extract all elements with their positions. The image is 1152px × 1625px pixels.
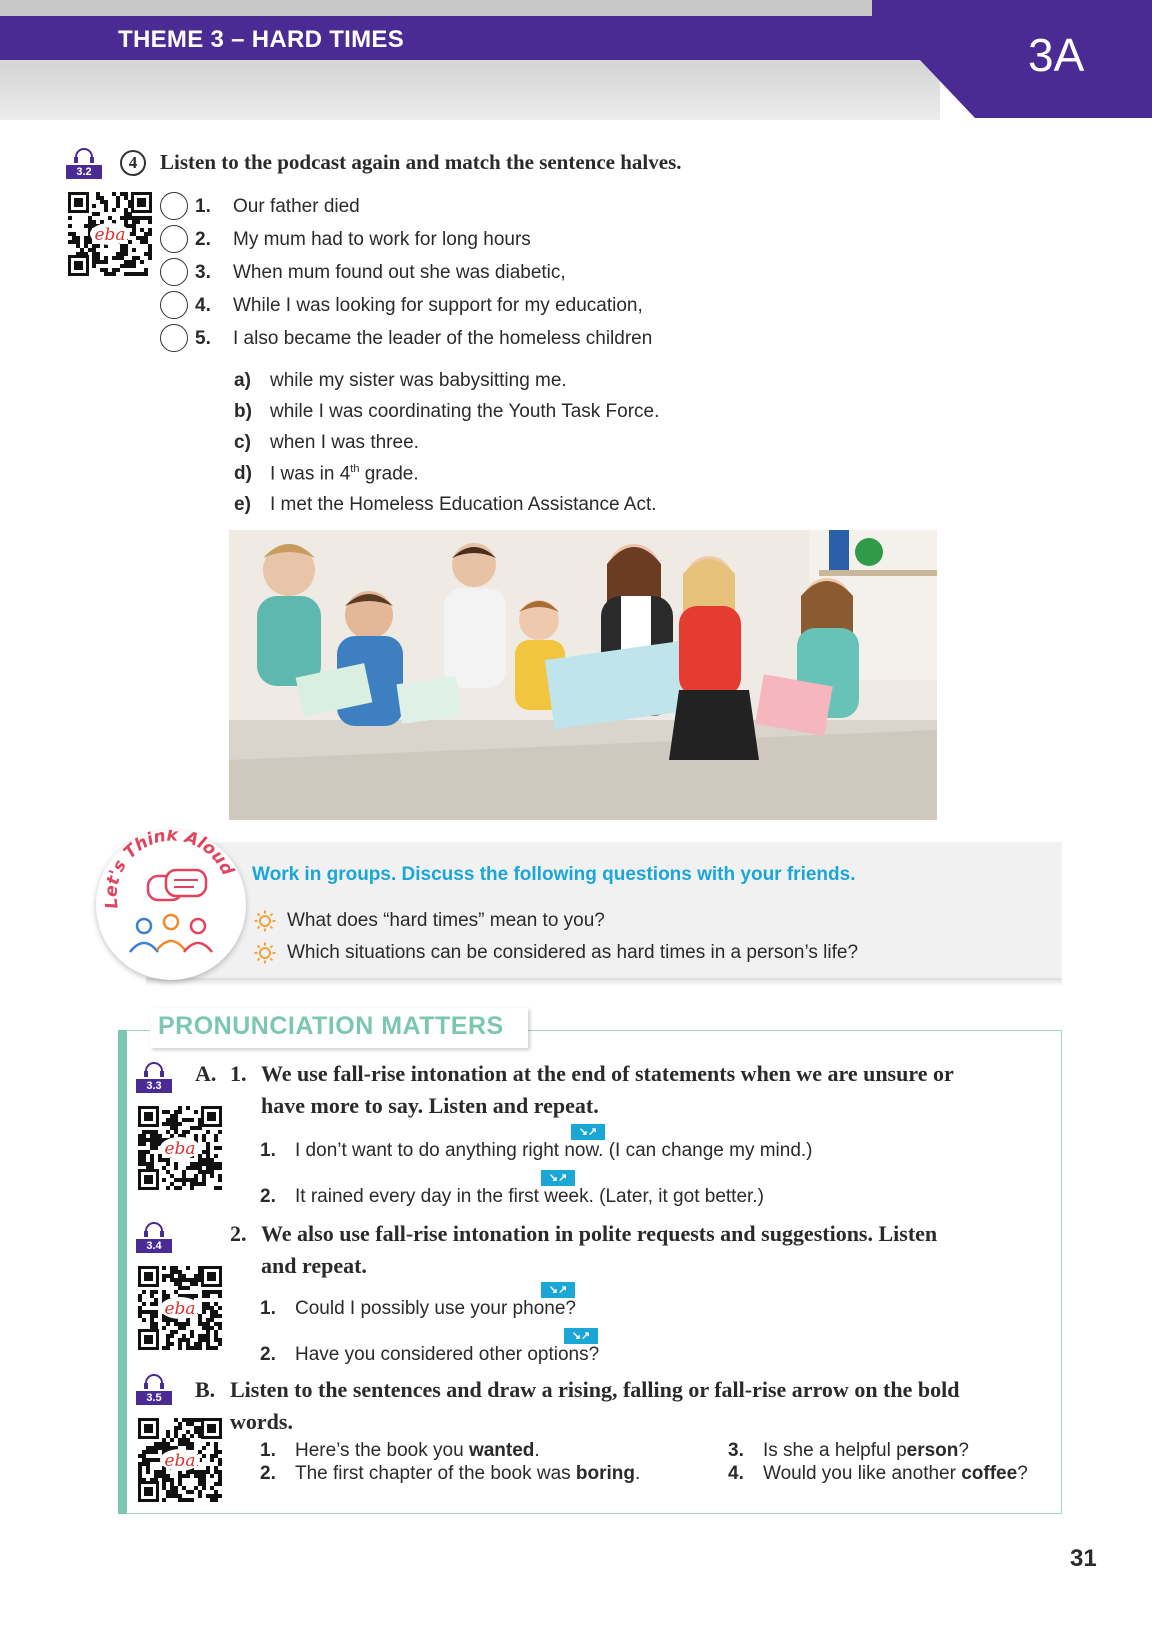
think-aloud-logo-icon	[96, 830, 246, 980]
sentence-half: I also became the leader of the homeless children	[233, 328, 653, 349]
part-1-number: 1.	[230, 1061, 247, 1086]
think-aloud-instruction: Work in groups. Discuss the following questions with your friends.	[252, 864, 856, 885]
option-text: I met the Homeless Education Assistance Act.	[270, 494, 657, 515]
headphones-icon	[73, 148, 95, 164]
sentence-part: .	[635, 1463, 641, 1484]
example-number: 1.	[260, 1298, 276, 1319]
part-1-instruction-line1: We use fall-rise intonation at the end of statements when we are unsure or	[261, 1061, 954, 1086]
bold-word: boring	[575, 1463, 636, 1484]
sentence-half: When mum found out she was diabetic,	[233, 262, 566, 283]
arrow-exercise-sentence	[763, 1463, 1028, 1485]
svg-text:eba: eba	[94, 225, 126, 245]
svg-text:Let's Think Aloud: Let's Think Aloud	[101, 830, 238, 910]
bold-word: coffee	[961, 1463, 1018, 1484]
example-sentence: Have you considered other options?	[295, 1344, 600, 1365]
sentence-part: Would you like another	[763, 1463, 962, 1484]
qr-code-icon[interactable]	[136, 1264, 224, 1352]
fall-rise-arrow-icon: ↘↗	[564, 1328, 598, 1344]
arrow-exercise-sentence	[295, 1440, 540, 1462]
item-number: 4.	[728, 1463, 744, 1484]
svg-text:eba: eba	[164, 1451, 196, 1471]
answer-circle[interactable]	[160, 192, 188, 220]
item-number: 5.	[195, 328, 211, 349]
example-sentence: It rained every day in the first week. (Later, it got better.)	[295, 1186, 764, 1207]
part-1-instruction-line2: have more to say. Listen and repeat.	[261, 1093, 599, 1118]
think-aloud-badge	[96, 830, 246, 980]
option-text: while my sister was babysitting me.	[270, 370, 567, 391]
audio-track-badge[interactable]	[136, 1374, 172, 1405]
item-number: 3.	[195, 262, 211, 283]
item-number: 2.	[260, 1463, 276, 1484]
item-number: 4.	[195, 295, 211, 316]
part-2-number: 2.	[230, 1221, 247, 1246]
superscript: th	[350, 463, 360, 475]
example-sentence: I don’t want to do anything right now. (I can change my mind.)	[295, 1140, 813, 1161]
unit-tab-shape	[0, 0, 1152, 120]
discussion-question: What does “hard times” mean to you?	[287, 910, 605, 931]
option-letter: b)	[234, 401, 252, 422]
headphones-icon	[143, 1062, 165, 1078]
option-text	[270, 463, 419, 485]
sentence-part: ?	[1017, 1463, 1028, 1484]
answer-circle[interactable]	[160, 225, 188, 253]
option-letter: c)	[234, 432, 251, 453]
part-2-instruction-line1: We also use fall-rise intonation in polite requests and suggestions. Listen	[261, 1221, 938, 1246]
answer-circle[interactable]	[160, 324, 188, 352]
audio-track-badge[interactable]	[136, 1062, 172, 1093]
pronunciation-title: PRONUNCIATION MATTERS	[158, 1012, 504, 1040]
part-2-instruction-line2: and repeat.	[261, 1253, 367, 1278]
example-number: 1.	[260, 1140, 276, 1161]
sun-bullet-icon	[254, 942, 276, 964]
audio-track-badge[interactable]	[136, 1222, 172, 1253]
exercise-title: Listen to the podcast again and match the sentence halves.	[160, 150, 682, 174]
bold-word: wanted	[468, 1440, 535, 1461]
unit-code: 3A	[1028, 29, 1085, 81]
section-b-instruction-line2: words.	[230, 1409, 293, 1434]
example-number: 2.	[260, 1186, 276, 1207]
sentence-half: Our father died	[233, 196, 360, 217]
svg-text:eba: eba	[164, 1299, 196, 1319]
arrow-exercise-sentence	[295, 1463, 640, 1485]
item-number: 1.	[195, 196, 211, 217]
qr-code-icon[interactable]	[136, 1104, 224, 1192]
sentence-part: The first chapter of the book was	[295, 1463, 576, 1484]
panel-shadow	[146, 978, 1062, 986]
sentence-part: Is she a helpful p	[763, 1440, 907, 1461]
sentence-part: ?	[958, 1440, 969, 1461]
arrow-exercise-sentence	[763, 1440, 969, 1462]
option-text-part: grade.	[359, 463, 419, 485]
audio-track-number: 3.5	[136, 1391, 172, 1405]
option-letter: a)	[234, 370, 251, 391]
classroom-reading-photo	[229, 530, 937, 820]
audio-track-badge[interactable]	[66, 148, 102, 179]
section-b-instruction-line1: Listen to the sentences and draw a rising, falling or fall-rise arrow on the bold	[230, 1377, 960, 1402]
fall-rise-arrow-icon: ↘↗	[541, 1170, 575, 1186]
headphones-icon	[143, 1222, 165, 1238]
qr-code-icon[interactable]	[136, 1416, 224, 1504]
svg-text:eba: eba	[164, 1139, 196, 1159]
example-number: 2.	[260, 1344, 276, 1365]
pronunciation-side-bar	[118, 1030, 127, 1514]
theme-title: THEME 3 – HARD TIMES	[118, 26, 405, 53]
audio-track-number: 3.4	[136, 1239, 172, 1253]
fall-rise-arrow-icon: ↘↗	[571, 1124, 605, 1140]
answer-circle[interactable]	[160, 291, 188, 319]
section-b-letter: B.	[195, 1377, 216, 1402]
audio-track-number: 3.3	[136, 1079, 172, 1093]
audio-track-number: 3.2	[66, 165, 102, 179]
sun-bullet-icon	[254, 910, 276, 932]
answer-circle[interactable]	[160, 258, 188, 286]
option-text-part: I was in 4	[270, 463, 351, 485]
item-number: 1.	[260, 1440, 276, 1461]
section-a-letter: A.	[195, 1061, 217, 1086]
discussion-question: Which situations can be considered as hard times in a person’s life?	[287, 942, 859, 963]
exercise-number: 4	[120, 150, 146, 176]
headphones-icon	[143, 1374, 165, 1390]
item-number: 2.	[195, 229, 211, 250]
sentence-part: Here’s the book you	[295, 1440, 469, 1461]
option-letter: d)	[234, 463, 252, 484]
option-text: when I was three.	[270, 432, 419, 453]
option-text: while I was coordinating the Youth Task Force.	[270, 401, 660, 422]
bold-word: erson	[906, 1440, 959, 1461]
example-sentence: Could I possibly use your phone?	[295, 1298, 576, 1319]
item-number: 3.	[728, 1440, 744, 1461]
option-letter: e)	[234, 494, 251, 515]
sentence-half: While I was looking for support for my education,	[233, 295, 643, 316]
sentence-part: .	[534, 1440, 540, 1461]
page-number: 31	[1070, 1545, 1097, 1572]
fall-rise-arrow-icon: ↘↗	[541, 1282, 575, 1298]
qr-code-icon[interactable]	[66, 190, 154, 278]
sentence-half: My mum had to work for long hours	[233, 229, 531, 250]
